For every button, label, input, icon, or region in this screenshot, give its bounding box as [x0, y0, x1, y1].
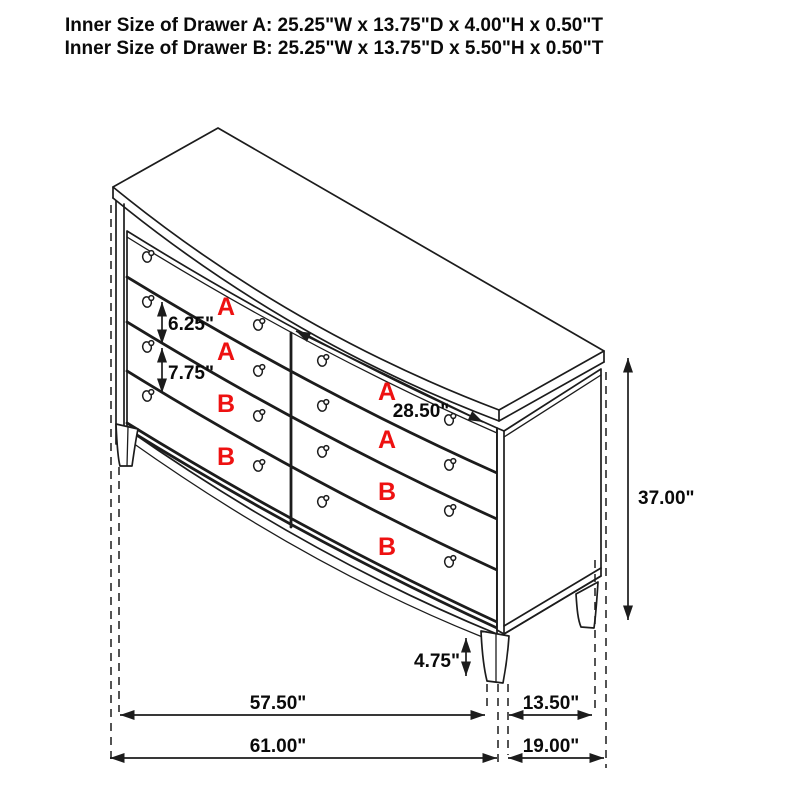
dim-label-overall-depth: 19.00" [522, 736, 580, 757]
drawer-label-right-3: B [377, 478, 397, 506]
dim-label-drawer-width: 28.50" [392, 401, 450, 422]
drawer-label-right-4: B [377, 533, 397, 561]
dim-label-drawer-a-height: 6.25" [168, 314, 214, 335]
dim-label-overall-height: 37.00" [638, 488, 695, 509]
dresser-drawing [111, 128, 606, 768]
dim-label-width-between-legs: 57.50" [249, 693, 307, 714]
dim-label-depth-between-legs: 13.50" [522, 693, 580, 714]
drawer-label-left-2: A [216, 338, 236, 366]
drawer-label-right-1: A [377, 378, 397, 406]
drawer-label-left-1: A [216, 293, 236, 321]
header-drawer-b-inner-size: Inner Size of Drawer B: 25.25"W x 13.75"D x 5.50"H x 0.50"T [64, 38, 604, 59]
dim-label-leg-height: 4.75" [414, 651, 460, 672]
dim-label-overall-width: 61.00" [249, 736, 307, 757]
hidden-edge-lines [111, 205, 119, 765]
header-drawer-a-inner-size: Inner Size of Drawer A: 25.25"W x 13.75"D x 4.00"H x 0.50"T [64, 15, 604, 36]
left-side-edge [116, 201, 124, 444]
drawer-label-left-3: B [216, 390, 236, 418]
dim-label-drawer-b-height: 7.75" [168, 363, 214, 384]
drawer-label-left-4: B [216, 443, 236, 471]
drawer-label-right-2: A [377, 426, 397, 454]
